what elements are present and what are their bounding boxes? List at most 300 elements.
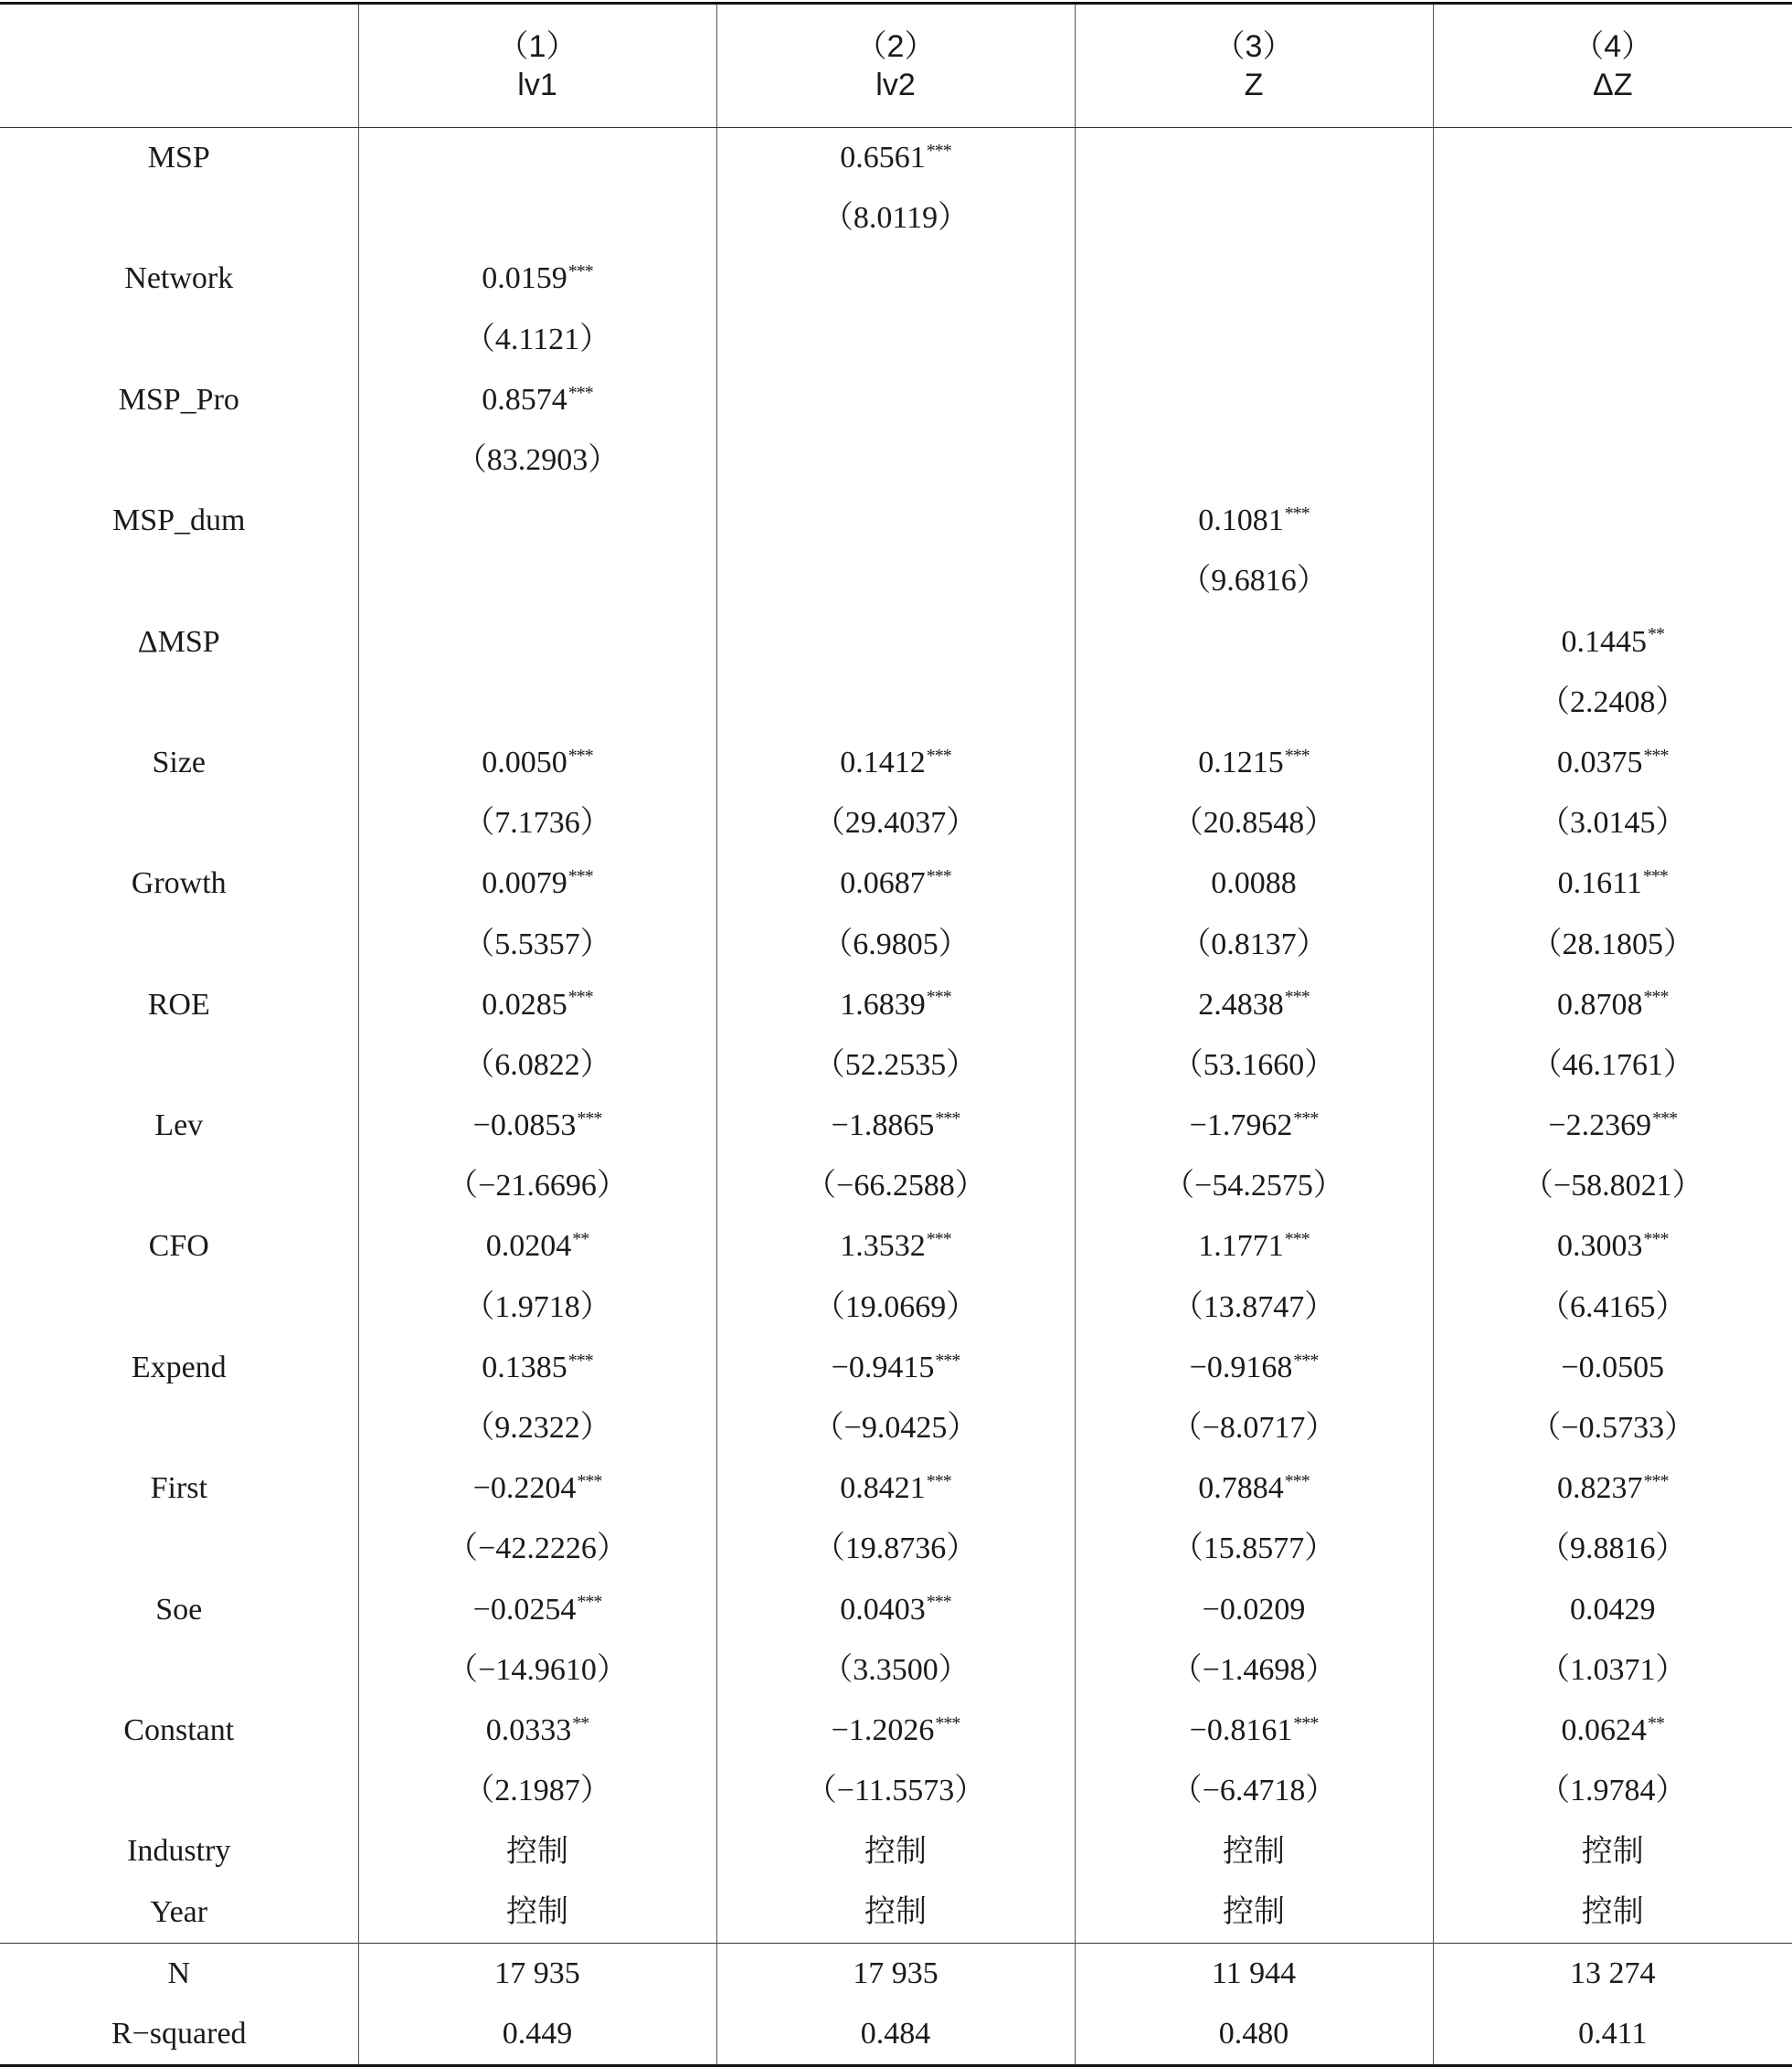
row-label: R−squared	[0, 2004, 358, 2066]
cell-value: （−54.2575）	[1163, 1169, 1344, 1203]
value-cell	[358, 975, 716, 1035]
t-statistic-cell	[716, 673, 1075, 733]
cell-value: 0.0079	[482, 866, 567, 900]
cell-value: −0.8161	[1190, 1713, 1293, 1747]
value-cell	[716, 249, 1075, 309]
cell-value: 控制	[506, 1893, 568, 1930]
value-cell	[716, 1701, 1075, 1761]
row-label: CFO	[0, 1216, 358, 1277]
table-row	[0, 1458, 1792, 1519]
cell-value: −1.2026	[832, 1713, 935, 1747]
significance-stars: ***	[927, 1471, 951, 1491]
cell-value: 控制	[1582, 1893, 1644, 1930]
table-row	[0, 2004, 1792, 2066]
cell-value: （28.1805）	[1532, 928, 1695, 961]
table-row	[0, 1580, 1792, 1640]
t-statistic-row	[0, 1156, 1792, 1216]
cell-value: （8.0119）	[822, 201, 969, 235]
t-statistic-cell	[716, 793, 1075, 853]
t-statistic-cell	[1433, 551, 1792, 611]
cell-value: 17 935	[853, 1956, 938, 1990]
cell-value: 0.0333	[486, 1713, 572, 1747]
t-statistic-row	[0, 1640, 1792, 1701]
table-row	[0, 128, 1792, 189]
value-cell	[1075, 2004, 1433, 2066]
table-row	[0, 1096, 1792, 1156]
control-cell	[716, 1821, 1075, 1882]
column-number: （4）	[1434, 27, 1792, 66]
value-cell	[1075, 370, 1433, 430]
cell-value: （−66.2588）	[805, 1169, 986, 1203]
value-cell	[358, 1216, 716, 1277]
table-row	[0, 1821, 1792, 1882]
value-cell	[1075, 1096, 1433, 1156]
value-cell	[1433, 128, 1792, 189]
significance-stars: ***	[568, 866, 593, 886]
significance-stars: ***	[935, 1351, 960, 1371]
row-label: Growth	[0, 853, 358, 914]
value-cell	[1075, 1580, 1433, 1640]
cell-value: （−1.4698）	[1172, 1653, 1337, 1687]
cell-value: 17 935	[494, 1956, 580, 1990]
cell-value: 0.8237	[1557, 1471, 1643, 1505]
t-statistic-row	[0, 551, 1792, 611]
row-label	[0, 1035, 358, 1096]
cell-value: 0.0624	[1562, 1713, 1648, 1747]
value-cell	[1075, 1701, 1433, 1761]
value-cell	[716, 1338, 1075, 1398]
cell-value: （0.8137）	[1180, 928, 1328, 961]
t-statistic-cell	[358, 673, 716, 733]
value-cell	[358, 1580, 716, 1640]
header-column-2	[716, 4, 1075, 128]
cell-value: −0.9415	[832, 1351, 935, 1384]
control-cell	[358, 1882, 716, 1943]
t-statistic-cell	[1433, 673, 1792, 733]
value-cell	[358, 853, 716, 914]
t-statistic-cell	[358, 1398, 716, 1458]
row-label	[0, 1277, 358, 1338]
control-cell	[716, 1882, 1075, 1943]
value-cell	[1433, 1943, 1792, 2004]
cell-value: 0.0375	[1557, 746, 1643, 779]
t-statistic-row	[0, 188, 1792, 249]
value-cell	[1433, 2004, 1792, 2066]
t-statistic-cell	[358, 551, 716, 611]
value-cell	[1433, 249, 1792, 309]
t-statistic-cell	[358, 1035, 716, 1096]
significance-stars: ***	[568, 746, 593, 766]
value-cell	[1075, 1216, 1433, 1277]
t-statistic-row	[0, 1761, 1792, 1821]
control-cell	[1075, 1882, 1433, 1943]
row-label	[0, 310, 358, 370]
t-statistic-cell	[1433, 914, 1792, 974]
row-label: N	[0, 1943, 358, 2004]
cell-value: 控制	[1223, 1833, 1285, 1870]
significance-stars: ***	[1293, 1713, 1318, 1733]
value-cell	[1075, 733, 1433, 793]
significance-stars: ***	[927, 866, 951, 886]
t-statistic-cell	[1075, 1277, 1433, 1338]
t-statistic-cell	[1433, 1761, 1792, 1821]
value-cell	[358, 733, 716, 793]
value-cell	[716, 1096, 1075, 1156]
row-label	[0, 914, 358, 974]
significance-stars: ***	[935, 1713, 960, 1733]
significance-stars: ***	[927, 1592, 951, 1612]
value-cell	[1075, 612, 1433, 673]
significance-stars: **	[1648, 1713, 1664, 1733]
cell-value: （9.8816）	[1539, 1532, 1687, 1565]
cell-value: 0.3003	[1557, 1229, 1643, 1263]
cell-value: −2.2369	[1548, 1108, 1651, 1142]
cell-value: （−11.5573）	[806, 1774, 985, 1807]
row-label	[0, 1156, 358, 1216]
value-cell	[1433, 1458, 1792, 1519]
cell-value: （−21.6696）	[447, 1169, 628, 1203]
regression-table	[0, 2, 1792, 2067]
control-cell	[358, 1821, 716, 1882]
significance-stars: ***	[1652, 1108, 1677, 1129]
cell-value: 0.0204	[486, 1229, 572, 1263]
row-label: MSP	[0, 128, 358, 189]
t-statistic-row	[0, 310, 1792, 370]
t-statistic-cell	[1075, 1035, 1433, 1096]
value-cell	[1433, 1701, 1792, 1761]
cell-value: 0.8708	[1557, 988, 1643, 1022]
table-row	[0, 612, 1792, 673]
cell-value: （6.9805）	[822, 928, 970, 961]
t-statistic-cell	[1075, 188, 1433, 249]
cell-value: （7.1736）	[463, 806, 611, 840]
cell-value: （6.0822）	[463, 1048, 611, 1082]
table-row	[0, 249, 1792, 309]
cell-value: −1.7962	[1190, 1108, 1293, 1142]
value-cell	[1075, 1338, 1433, 1398]
value-cell	[1075, 491, 1433, 551]
t-statistic-cell	[1075, 1761, 1433, 1821]
value-cell	[358, 1458, 716, 1519]
significance-stars: ***	[927, 141, 951, 161]
table-row	[0, 733, 1792, 793]
cell-value: 0.1081	[1198, 504, 1284, 537]
cell-value: 0.0088	[1211, 866, 1297, 900]
row-label: Lev	[0, 1096, 358, 1156]
header-corner-cell	[0, 4, 358, 128]
cell-value: −0.0505	[1561, 1351, 1664, 1384]
value-cell	[1075, 853, 1433, 914]
row-label	[0, 1398, 358, 1458]
significance-stars: ***	[1285, 746, 1310, 766]
t-statistic-row	[0, 914, 1792, 974]
cell-value: （2.1987）	[463, 1774, 611, 1807]
cell-value: 13 274	[1570, 1956, 1656, 1990]
t-statistic-cell	[1433, 1156, 1792, 1216]
cell-value: 控制	[1223, 1893, 1285, 1930]
row-label	[0, 673, 358, 733]
value-cell	[1433, 1580, 1792, 1640]
cell-value: （3.3500）	[822, 1653, 970, 1687]
header-column-3	[1075, 4, 1433, 128]
t-statistic-cell	[1075, 1640, 1433, 1701]
cell-value: （20.8548）	[1172, 806, 1336, 840]
cell-value: 控制	[506, 1833, 568, 1870]
value-cell	[358, 2004, 716, 2066]
t-statistic-cell	[1433, 310, 1792, 370]
table-row	[0, 1701, 1792, 1761]
header-column-1	[358, 4, 716, 128]
significance-stars: ***	[1643, 866, 1668, 886]
t-statistic-cell	[716, 1277, 1075, 1338]
row-label	[0, 1519, 358, 1579]
t-statistic-cell	[1433, 188, 1792, 249]
value-cell	[1075, 1943, 1433, 2004]
t-statistic-cell	[716, 1156, 1075, 1216]
row-label	[0, 1640, 358, 1701]
value-cell	[1433, 491, 1792, 551]
control-cell	[1075, 1821, 1433, 1882]
cell-value: （−9.0425）	[813, 1411, 979, 1445]
cell-value: （1.0371）	[1539, 1653, 1687, 1687]
significance-stars: ***	[568, 261, 593, 281]
cell-value: （6.4165）	[1539, 1290, 1687, 1324]
cell-value: 0.8421	[840, 1471, 926, 1505]
significance-stars: **	[572, 1713, 588, 1733]
cell-value: 0.1215	[1198, 746, 1284, 779]
t-statistic-row	[0, 1277, 1792, 1338]
significance-stars: ***	[1293, 1108, 1318, 1129]
cell-value: −0.0254	[473, 1593, 577, 1627]
row-label	[0, 1761, 358, 1821]
t-statistic-cell	[716, 1519, 1075, 1579]
cell-value: 0.411	[1578, 2017, 1647, 2051]
cell-value: （15.8577）	[1172, 1532, 1336, 1565]
table-body	[0, 128, 1792, 2066]
t-statistic-cell	[358, 1761, 716, 1821]
table-row	[0, 853, 1792, 914]
value-cell	[1075, 128, 1433, 189]
t-statistic-cell	[358, 1519, 716, 1579]
row-label: ROE	[0, 975, 358, 1035]
significance-stars: ***	[1285, 504, 1310, 524]
significance-stars: ***	[1285, 1471, 1310, 1491]
t-statistic-cell	[716, 1640, 1075, 1701]
column-variable: Z	[1076, 66, 1433, 104]
significance-stars: ***	[1644, 746, 1669, 766]
value-cell	[1075, 1458, 1433, 1519]
cell-value: −0.0209	[1203, 1593, 1306, 1627]
row-label: MSP_Pro	[0, 370, 358, 430]
cell-value: 0.7884	[1198, 1471, 1284, 1505]
t-statistic-cell	[1075, 914, 1433, 974]
value-cell	[1433, 612, 1792, 673]
control-cell	[1433, 1882, 1792, 1943]
table-row	[0, 1216, 1792, 1277]
t-statistic-cell	[716, 310, 1075, 370]
t-statistic-cell	[1433, 1640, 1792, 1701]
column-variable: lv1	[359, 66, 716, 104]
t-statistic-cell	[1433, 430, 1792, 491]
cell-value: 0.1412	[840, 746, 926, 779]
t-statistic-cell	[716, 914, 1075, 974]
significance-stars: ***	[1293, 1351, 1318, 1371]
cell-value: 2.4838	[1198, 988, 1284, 1022]
cell-value: （1.9784）	[1539, 1774, 1687, 1807]
column-variable: ΔZ	[1434, 66, 1792, 104]
significance-stars: ***	[568, 383, 593, 403]
table-row	[0, 1338, 1792, 1398]
significance-stars: ***	[927, 746, 951, 766]
t-statistic-cell	[716, 188, 1075, 249]
t-statistic-cell	[716, 551, 1075, 611]
significance-stars: ***	[1644, 987, 1669, 1007]
t-statistic-cell	[358, 1156, 716, 1216]
table-row	[0, 975, 1792, 1035]
cell-value: −0.9168	[1190, 1351, 1293, 1384]
t-statistic-row	[0, 1398, 1792, 1458]
t-statistic-row	[0, 793, 1792, 853]
cell-value: （19.8736）	[814, 1532, 978, 1565]
significance-stars: ***	[1285, 1229, 1310, 1249]
cell-value: 控制	[1582, 1833, 1644, 1870]
cell-value: （83.2903）	[456, 443, 620, 477]
row-label: Industry	[0, 1821, 358, 1882]
t-statistic-row	[0, 673, 1792, 733]
significance-stars: ***	[1285, 987, 1310, 1007]
significance-stars: **	[1648, 624, 1664, 644]
t-statistic-cell	[1433, 1398, 1792, 1458]
cell-value: 0.1385	[482, 1351, 567, 1384]
value-cell	[716, 370, 1075, 430]
cell-value: 0.0403	[840, 1593, 926, 1627]
cell-value: 11 944	[1212, 1956, 1296, 1990]
t-statistic-cell	[358, 914, 716, 974]
t-statistic-cell	[1075, 310, 1433, 370]
value-cell	[358, 491, 716, 551]
significance-stars: ***	[577, 1592, 601, 1612]
cell-value: 1.1771	[1198, 1229, 1284, 1263]
t-statistic-row	[0, 1035, 1792, 1096]
significance-stars: ***	[568, 987, 593, 1007]
cell-value: 0.8574	[482, 383, 567, 417]
cell-value: （5.5357）	[463, 928, 611, 961]
control-cell	[1433, 1821, 1792, 1882]
cell-value: （−8.0717）	[1172, 1411, 1337, 1445]
t-statistic-cell	[1433, 1277, 1792, 1338]
value-cell	[716, 733, 1075, 793]
significance-stars: ***	[927, 1229, 951, 1249]
cell-value: 0.0687	[840, 866, 926, 900]
t-statistic-cell	[358, 310, 716, 370]
t-statistic-cell	[1075, 430, 1433, 491]
value-cell	[358, 612, 716, 673]
value-cell	[716, 1580, 1075, 1640]
value-cell	[358, 1943, 716, 2004]
row-label: First	[0, 1458, 358, 1519]
cell-value: 0.449	[503, 2017, 573, 2051]
row-label	[0, 188, 358, 249]
table-row	[0, 1882, 1792, 1943]
table-row	[0, 491, 1792, 551]
table-row	[0, 1943, 1792, 2004]
cell-value: −0.0853	[473, 1108, 577, 1142]
cell-value: （−14.9610）	[447, 1653, 628, 1687]
value-cell	[716, 1458, 1075, 1519]
column-number: （3）	[1076, 27, 1433, 66]
t-statistic-cell	[358, 430, 716, 491]
value-cell	[716, 491, 1075, 551]
row-label: ΔMSP	[0, 612, 358, 673]
t-statistic-row	[0, 430, 1792, 491]
value-cell	[716, 853, 1075, 914]
value-cell	[716, 975, 1075, 1035]
table-row	[0, 370, 1792, 430]
t-statistic-cell	[1433, 1035, 1792, 1096]
significance-stars: **	[572, 1229, 588, 1249]
value-cell	[716, 128, 1075, 189]
t-statistic-row	[0, 1519, 1792, 1579]
value-cell	[1433, 975, 1792, 1035]
cell-value: （53.1660）	[1172, 1048, 1336, 1082]
t-statistic-cell	[1433, 1519, 1792, 1579]
value-cell	[716, 612, 1075, 673]
cell-value: （9.2322）	[463, 1411, 611, 1445]
row-label: Size	[0, 733, 358, 793]
row-label: Network	[0, 249, 358, 309]
cell-value: （−42.2226）	[447, 1532, 628, 1565]
cell-value: 0.0159	[482, 261, 567, 295]
value-cell	[1433, 1096, 1792, 1156]
t-statistic-cell	[358, 188, 716, 249]
cell-value: （9.6816）	[1180, 564, 1328, 598]
t-statistic-cell	[1075, 1519, 1433, 1579]
value-cell	[1433, 733, 1792, 793]
t-statistic-cell	[716, 1761, 1075, 1821]
row-label	[0, 551, 358, 611]
cell-value: −0.2204	[473, 1471, 577, 1505]
significance-stars: ***	[927, 987, 951, 1007]
significance-stars: ***	[1644, 1471, 1669, 1491]
cell-value: （−6.4718）	[1172, 1774, 1337, 1807]
column-variable: lv2	[717, 66, 1075, 104]
value-cell	[716, 1216, 1075, 1277]
value-cell	[358, 249, 716, 309]
row-label: Expend	[0, 1338, 358, 1398]
row-label: Soe	[0, 1580, 358, 1640]
t-statistic-cell	[716, 1398, 1075, 1458]
cell-value: （46.1761）	[1532, 1048, 1695, 1082]
cell-value: 0.6561	[840, 141, 926, 175]
t-statistic-cell	[716, 430, 1075, 491]
cell-value: 0.480	[1219, 2017, 1289, 2051]
cell-value: 1.3532	[840, 1229, 926, 1263]
cell-value: （3.0145）	[1539, 806, 1687, 840]
cell-value: （−0.5733）	[1530, 1411, 1695, 1445]
row-label: MSP_dum	[0, 491, 358, 551]
cell-value: 0.0429	[1570, 1593, 1656, 1627]
cell-value: （−58.8021）	[1522, 1169, 1703, 1203]
t-statistic-cell	[716, 1035, 1075, 1096]
row-label: Constant	[0, 1701, 358, 1761]
header-row	[0, 4, 1792, 128]
column-number: （1）	[359, 27, 716, 66]
value-cell	[716, 2004, 1075, 2066]
value-cell	[1433, 853, 1792, 914]
header-column-4	[1433, 4, 1792, 128]
significance-stars: ***	[577, 1471, 601, 1491]
value-cell	[1433, 1216, 1792, 1277]
